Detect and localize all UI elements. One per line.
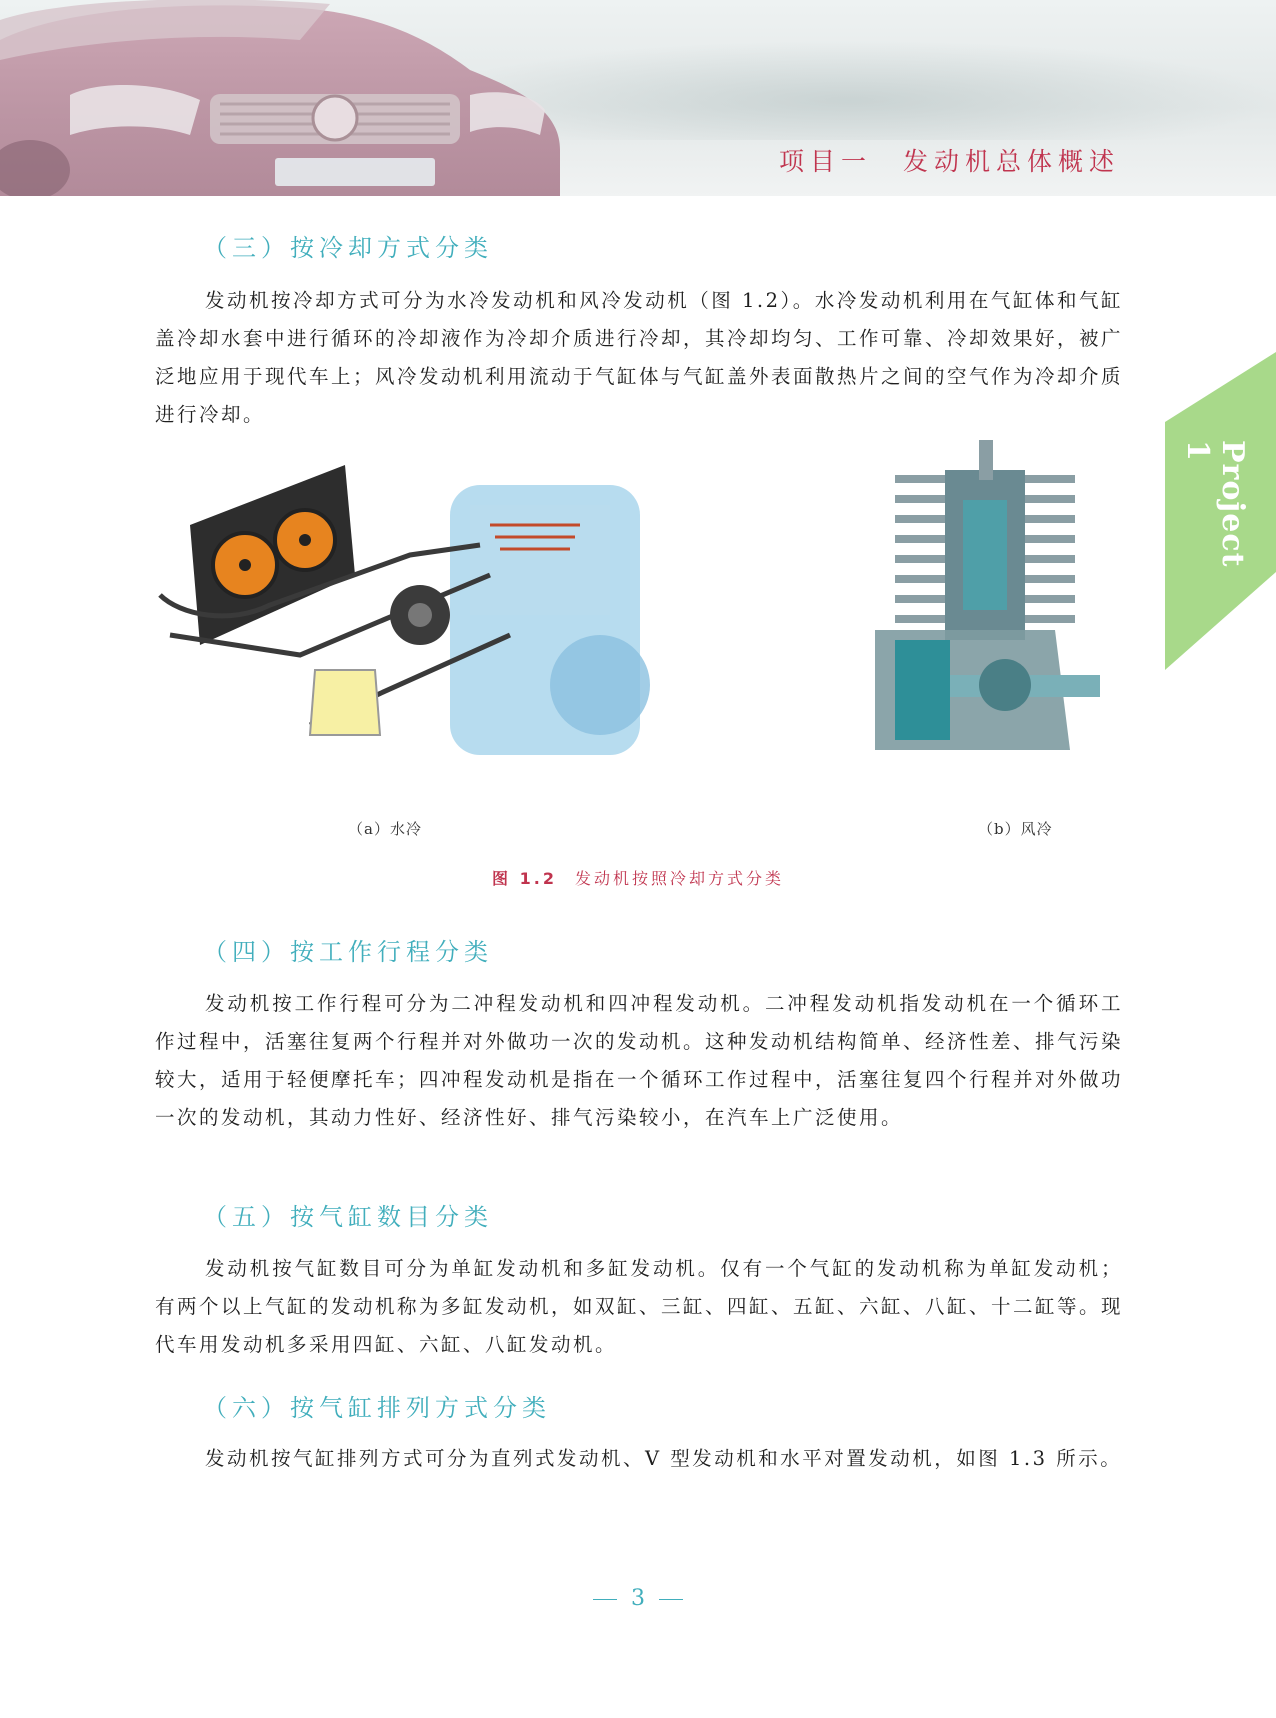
page-number-dash-left	[593, 1599, 617, 1600]
section-heading-cooling: （三）按冷却方式分类	[203, 234, 493, 262]
water-cooled-engine-image	[150, 455, 660, 785]
sub-caption-b: （b）风冷	[978, 820, 1053, 838]
figure-number: 图 1.2	[492, 869, 557, 888]
paragraph-cylinder-arrangement: 发动机按气缸排列方式可分为直列式发动机、V 型发动机和水平对置发动机，如图 1.3 所示。	[205, 1447, 1123, 1470]
car-illustration	[0, 0, 600, 196]
paragraph-cooling: 发动机按冷却方式可分为水冷发动机和风冷发动机（图 1.2）。水冷发动机利用在气缸体和气缸盖冷却水套中进行循环的冷却液作为冷却介质进行冷却，其冷却均匀、工作可靠、冷却效果好，被广泛地应用于现代车上；风冷发动机利用流动于气缸体与气缸盖外表面散热片之间的空气作为冷却介质进行冷却。	[155, 289, 1124, 426]
paragraph-cylinder-count: 发动机按气缸数目可分为单缸发动机和多缸发动机。仅有一个气缸的发动机称为单缸发动机；有两个以上气缸的发动机称为多缸发动机，如双缸、三缸、四缸、五缸、六缸、八缸、十二缸等。现代车用发动机多采用四缸、六缸、八缸发动机。	[155, 1257, 1124, 1356]
paragraph-stroke: 发动机按工作行程可分为二冲程发动机和四冲程发动机。二冲程发动机指发动机在一个循环工作过程中，活塞往复两个行程并对外做功一次的发动机。这种发动机结构简单、经济性差、排气污染较大，适用于轻便摩托车；四冲程发动机是指在一个循环工作过程中，活塞往复四个行程并对外做功一次的发动机，其动力性好、经济性好、排气污染较小，在汽车上广泛使用。	[155, 992, 1124, 1129]
section-heading-cylinder-count: （五）按气缸数目分类	[203, 1203, 493, 1231]
side-tab-label: Project 1	[1180, 440, 1250, 568]
figure-title: 发动机按照冷却方式分类	[574, 869, 784, 888]
section-heading-stroke: （四）按工作行程分类	[203, 938, 493, 966]
air-cooled-engine-image	[855, 440, 1115, 770]
running-head: 项目一 发动机总体概述	[778, 147, 1120, 176]
page-number	[0, 1586, 1276, 1611]
figure-caption	[0, 866, 1276, 889]
page-number-value: 3	[631, 1586, 645, 1611]
sub-caption-a: （a）水冷	[348, 820, 422, 838]
page-number-dash-right	[659, 1599, 683, 1600]
section-heading-cylinder-arrangement: （六）按气缸排列方式分类	[203, 1394, 551, 1422]
